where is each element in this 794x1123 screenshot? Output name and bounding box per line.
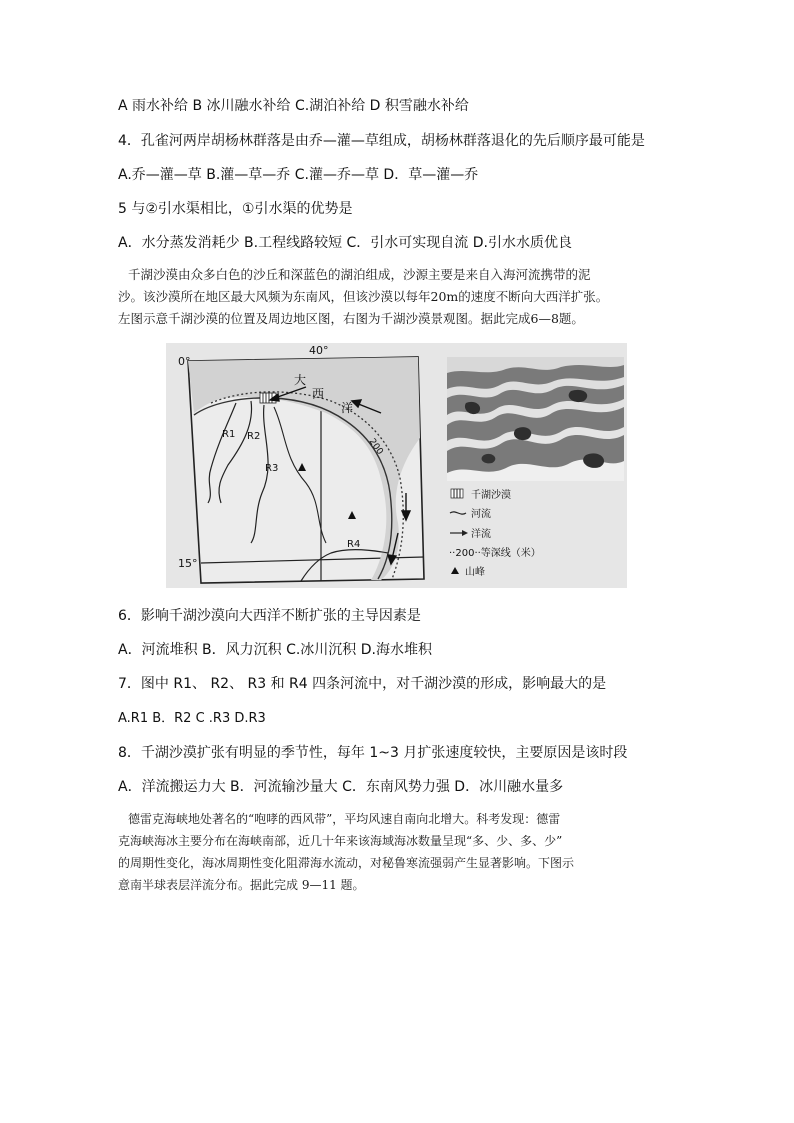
ocean-label-2: 西 [312,387,325,401]
q4-options: A.乔—灌—草 B.灌—草—乔 C.灌—乔—草 D．草—灌—乔 [118,167,479,183]
passage-1-line-1: 千湖沙漠由众多白色的沙丘和深蓝色的湖泊组成，沙源主要是来自入海河流携带的泥 [128,267,591,282]
isobath-label: 200 [366,436,385,457]
q7-stem: 7．图中 R1、 R2、 R3 和 R4 四条河流中，对千湖沙漠的形成，影响最大的是 [118,676,607,692]
river-label-r1: R1 [222,429,236,440]
passage-2 [118,808,678,896]
q8-options: A．洋流搬运力大 B．河流输沙量大 C．东南风势力强 D．冰川融水量多 [118,779,564,795]
passage-2-line-3: 的周期性变化，海冰周期性变化阻滞海水流动，对秘鲁寒流强弱产生显著影响。下图示 [118,856,575,870]
river-label-r2: R2 [247,431,261,442]
passage-1 [118,264,678,330]
q4-stem: 4．孔雀河两岸胡杨林群落是由乔—灌—草组成，胡杨林群落退化的先后顺序最可能是 [118,133,645,149]
ocean-label-3: 洋 [341,401,354,415]
legend-river: 河流 [471,509,491,520]
q5-stem: 5 与②引水渠相比，①引水渠的优势是 [118,201,353,217]
legend-peak: 山峰 [465,567,485,578]
map-figure-svg [166,343,627,588]
q6-stem: 6．影响千湖沙漠向大西洋不断扩张的主导因素是 [118,608,421,624]
passage-2-line-1: 德雷克海峡地处著名的“咆哮的西风带”，平均风速自南向北增大。科考发现：德雷 [128,812,561,826]
legend [449,488,541,578]
passage-2-line-2: 克海峡海冰主要分布在海峡南部，近几十年来该海域海冰数量呈现“多、少、多、少” [118,834,563,848]
q8-stem: 8．千湖沙漠扩张有明显的季节性，每年 1~3 月扩张速度较快，主要原因是该时段 [118,745,628,761]
legend-desert: 千湖沙漠 [471,490,511,501]
legend-isobath: ··200··等深线（米） [449,548,541,559]
peak-legend-icon [451,567,459,574]
legend-current: 洋流 [471,529,491,540]
passage-2-line-4: 意南半球表层洋流分布。据此完成 9—11 题。 [118,878,365,892]
river-label-r4: R4 [347,539,361,550]
q3-options: A 雨水补给 B 冰川融水补给 C.湖泊补给 D 积雪融水补给 [118,98,469,114]
passage-1-line-2: 沙。该沙漠所在地区最大风频为东南风，但该沙漠以每年20m的速度不断向大西洋扩张。 [118,289,609,304]
passage-1-line-3: 左图示意千湖沙漠的位置及周边地区图，右图为千湖沙漠景观图。据此完成6—8题。 [118,311,584,326]
desert-landscape-photo [447,357,624,481]
river-label-r3: R3 [265,463,279,474]
map-figure [166,343,627,588]
lat-top-label: 0° [178,355,191,368]
ocean-label-1: 大 [294,373,307,387]
lon-label: 40° [309,344,329,357]
lat-bottom-label: 15° [178,557,198,570]
q5-options: A．水分蒸发消耗少 B.工程线路较短 C．引水可实现自流 D.引水水质优良 [118,235,572,251]
q7-options: A.R1 B．R2 C .R3 D.R3 [118,711,266,726]
q6-options: A．河流堆积 B．风力沉积 C.冰川沉积 D.海水堆积 [118,642,432,658]
